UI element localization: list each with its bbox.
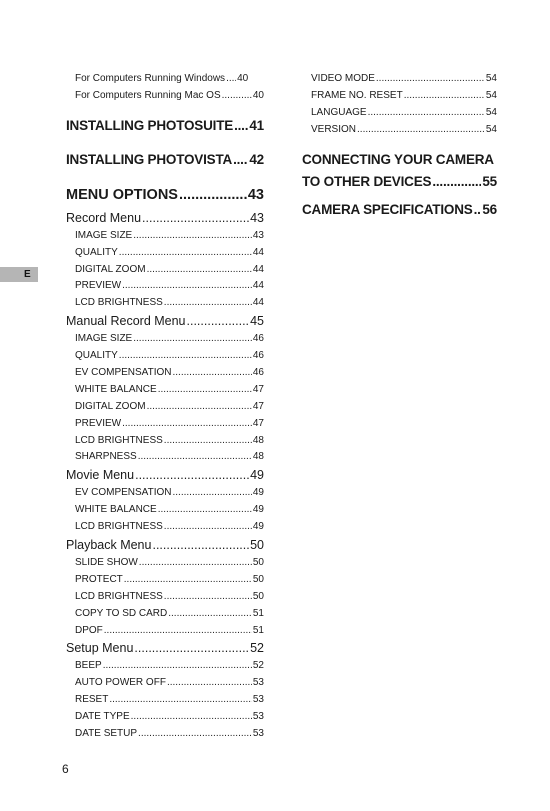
toc-entry[interactable] <box>66 709 264 726</box>
dot-leader <box>164 589 252 606</box>
toc-entry[interactable] <box>66 519 264 536</box>
toc-entry-label: QUALITY <box>75 246 118 258</box>
dot-leader <box>187 312 250 331</box>
toc-section-label: Playback Menu <box>66 538 152 553</box>
toc-entry-page: 54 <box>485 106 497 118</box>
toc-entry-page: 51 <box>252 624 264 636</box>
toc-right-column <box>302 71 497 221</box>
toc-entry-page: 47 <box>252 400 264 412</box>
toc-heading-page: 55 <box>482 173 497 189</box>
toc-entry[interactable] <box>66 589 264 606</box>
toc-entry-label: DIGITAL ZOOM <box>75 263 146 275</box>
toc-section-page: 45 <box>250 314 264 329</box>
dot-leader <box>124 572 252 589</box>
toc-entry-page: 49 <box>252 521 264 533</box>
toc-entry-page: 48 <box>252 451 264 463</box>
toc-entry-label: LANGUAGE <box>311 106 367 118</box>
toc-entry[interactable] <box>66 295 264 312</box>
toc-entry-label: DATE TYPE <box>75 711 130 723</box>
dot-leader <box>131 709 252 726</box>
toc-entry-label: PROTECT <box>75 573 123 585</box>
toc-section-playback-menu[interactable] <box>66 536 264 555</box>
toc-entry-version[interactable] <box>302 122 497 139</box>
toc-section-page: 52 <box>250 641 264 656</box>
dot-leader <box>122 278 252 295</box>
toc-entry-frame-no-reset[interactable] <box>302 88 497 105</box>
toc-entry[interactable] <box>66 485 264 502</box>
dot-leader <box>138 449 252 466</box>
dot-leader <box>133 331 252 348</box>
dot-leader <box>234 113 248 139</box>
toc-entry[interactable] <box>66 675 264 692</box>
toc-entry[interactable] <box>66 262 264 279</box>
dot-leader <box>134 639 249 658</box>
toc-entry-label: EV COMPENSATION <box>75 487 172 499</box>
toc-entry-label: LCD BRIGHTNESS <box>75 434 163 446</box>
toc-entry[interactable] <box>66 228 264 245</box>
toc-entry-label: DIGITAL ZOOM <box>75 400 146 412</box>
toc-section-page: 50 <box>250 538 264 553</box>
toc-section-manual-record-menu[interactable] <box>66 312 264 331</box>
language-tab-e: E <box>0 267 38 282</box>
toc-section-page: 49 <box>250 468 264 483</box>
toc-entry-page: 47 <box>252 383 264 395</box>
toc-entry-language[interactable] <box>302 105 497 122</box>
toc-entry-label: BEEP <box>75 660 102 672</box>
toc-heading-page: 43 <box>247 186 264 203</box>
toc-entry[interactable] <box>66 348 264 365</box>
dot-leader <box>135 466 249 485</box>
toc-entry-page: 50 <box>252 557 264 569</box>
dot-leader <box>404 88 485 105</box>
toc-entry-label: RESET <box>75 694 109 706</box>
toc-heading-label: CAMERA SPECIFICATIONS <box>302 201 473 217</box>
toc-entry[interactable] <box>66 365 264 382</box>
toc-heading-photovista[interactable] <box>66 147 264 173</box>
toc-section-label: Record Menu <box>66 210 142 225</box>
toc-entry-label: DPOF <box>75 624 103 636</box>
toc-entry-page: 52 <box>252 660 264 672</box>
toc-entry-label: AUTO POWER OFF <box>75 677 166 689</box>
toc-heading-menu-options[interactable] <box>66 181 264 209</box>
dot-leader <box>109 692 252 709</box>
toc-entry-page: 54 <box>485 89 497 101</box>
toc-entry-label: DATE SETUP <box>75 728 138 740</box>
toc-entry[interactable] <box>66 572 264 589</box>
toc-entry-page: 46 <box>252 333 264 345</box>
toc-entry-label: SLIDE SHOW <box>75 557 138 569</box>
toc-left-column <box>66 71 264 743</box>
toc-heading-label: MENU OPTIONS <box>66 186 178 203</box>
toc-entry-page: 53 <box>252 677 264 689</box>
toc-heading-specifications[interactable] <box>302 199 497 221</box>
toc-entry-label: PREVIEW <box>75 280 122 292</box>
toc-entry-mac[interactable] <box>66 88 264 105</box>
toc-entry-page: 44 <box>252 297 264 309</box>
toc-entry-label: EV COMPENSATION <box>75 367 172 379</box>
toc-entry[interactable] <box>66 416 264 433</box>
toc-entry-label: SHARPNESS <box>75 451 137 463</box>
toc-heading-label: INSTALLING PHOTOSUITE <box>66 117 234 133</box>
toc-heading-label: TO OTHER DEVICES <box>302 173 432 189</box>
toc-entry-page: 48 <box>252 434 264 446</box>
dot-leader <box>432 171 481 193</box>
dot-leader <box>138 726 252 743</box>
toc-entry[interactable] <box>66 449 264 466</box>
toc-entry-page: 47 <box>252 417 264 429</box>
toc-entry-page: 53 <box>252 711 264 723</box>
toc-entry[interactable] <box>66 623 264 640</box>
toc-entry-page: 51 <box>252 607 264 619</box>
toc-entry[interactable] <box>66 555 264 572</box>
dot-leader <box>376 71 485 88</box>
toc-entry-page: 40 <box>237 73 249 84</box>
dot-leader <box>119 245 252 262</box>
toc-entry[interactable] <box>66 382 264 399</box>
toc-entry-page: 44 <box>252 246 264 258</box>
toc-section-movie-menu[interactable] <box>66 466 264 485</box>
toc-entry-label: VIDEO MODE <box>311 73 375 84</box>
toc-section-label: Movie Menu <box>66 468 135 483</box>
toc-entry[interactable] <box>66 692 264 709</box>
toc-entry-page: 50 <box>252 590 264 602</box>
dot-leader <box>222 88 252 105</box>
toc-entry[interactable] <box>66 726 264 743</box>
toc-heading-connecting-line1[interactable]: CONNECTING YOUR CAMERA <box>302 151 494 167</box>
toc-entry-label: VERSION <box>311 123 357 135</box>
dot-leader <box>173 485 252 502</box>
toc-entry-label: WHITE BALANCE <box>75 504 157 516</box>
toc-entry-page: 44 <box>252 280 264 292</box>
dot-leader <box>133 228 252 245</box>
dot-leader <box>226 71 236 88</box>
dot-leader <box>152 536 249 555</box>
toc-entry[interactable] <box>66 399 264 416</box>
dot-leader <box>179 181 247 209</box>
toc-heading-photosuite[interactable] <box>66 113 264 139</box>
dot-leader <box>164 433 252 450</box>
dot-leader <box>368 105 485 122</box>
dot-leader <box>474 199 482 221</box>
dot-leader <box>122 416 252 433</box>
dot-leader <box>164 519 252 536</box>
toc-entry-page: 44 <box>252 263 264 275</box>
toc-entry[interactable] <box>66 245 264 262</box>
toc-entry[interactable] <box>66 433 264 450</box>
toc-entry[interactable] <box>66 278 264 295</box>
toc-entry-label: LCD BRIGHTNESS <box>75 297 163 309</box>
toc-heading-page: 56 <box>482 201 497 217</box>
toc-entry-page: 50 <box>252 573 264 585</box>
page-number: 6 <box>62 762 69 776</box>
toc-section-label: Manual Record Menu <box>66 314 186 329</box>
toc-entry-label: IMAGE SIZE <box>75 333 133 345</box>
toc-entry[interactable] <box>66 502 264 519</box>
dot-leader <box>119 348 252 365</box>
dot-leader <box>104 623 252 640</box>
toc-entry-windows[interactable] <box>66 71 264 88</box>
toc-entry-page: 54 <box>485 73 497 84</box>
toc-entry-page: 54 <box>485 123 497 135</box>
toc-entry-label: PREVIEW <box>75 417 122 429</box>
toc-heading-page: 42 <box>249 151 264 167</box>
toc-entry-page: 49 <box>252 504 264 516</box>
toc-entry-label: FRAME NO. RESET <box>311 89 403 101</box>
toc-entry-page: 53 <box>252 728 264 740</box>
toc-entry-label: QUALITY <box>75 350 118 362</box>
toc-section-record-menu[interactable] <box>66 209 264 228</box>
dot-leader <box>142 209 249 228</box>
toc-entry-page: 40 <box>252 89 264 101</box>
toc-section-setup-menu[interactable] <box>66 639 264 658</box>
dot-leader <box>103 658 252 675</box>
toc-heading-label: INSTALLING PHOTOVISTA <box>66 151 233 167</box>
toc-entry-page: 53 <box>252 694 264 706</box>
dot-leader <box>173 365 252 382</box>
dot-leader <box>233 147 248 173</box>
dot-leader <box>158 382 252 399</box>
dot-leader <box>147 399 252 416</box>
toc-entry[interactable] <box>66 658 264 675</box>
toc-entry[interactable] <box>66 606 264 623</box>
dot-leader <box>139 555 252 572</box>
toc-entry-label: LCD BRIGHTNESS <box>75 521 163 533</box>
toc-entry[interactable] <box>66 331 264 348</box>
toc-entry-label: IMAGE SIZE <box>75 229 133 241</box>
dot-leader <box>147 262 252 279</box>
toc-entry-label: WHITE BALANCE <box>75 383 157 395</box>
toc-entry-label: LCD BRIGHTNESS <box>75 590 163 602</box>
dot-leader <box>158 502 252 519</box>
toc-entry-page: 49 <box>252 487 264 499</box>
dot-leader <box>164 295 252 312</box>
toc-heading-page: 41 <box>249 117 264 133</box>
toc-section-page: 43 <box>250 210 264 225</box>
dot-leader <box>357 122 485 139</box>
toc-entry-label: For Computers Running Windows <box>75 73 226 84</box>
toc-entry-label: COPY TO SD CARD <box>75 607 168 619</box>
toc-entry-page: 43 <box>252 229 264 241</box>
toc-entry-video-mode[interactable] <box>302 71 497 88</box>
toc-section-label: Setup Menu <box>66 641 134 656</box>
dot-leader <box>168 606 252 623</box>
toc-entry-label: For Computers Running Mac OS <box>75 89 221 101</box>
toc-entry-page: 46 <box>252 350 264 362</box>
dot-leader <box>167 675 252 692</box>
toc-entry-page: 46 <box>252 367 264 379</box>
toc-heading-connecting[interactable] <box>302 171 497 193</box>
